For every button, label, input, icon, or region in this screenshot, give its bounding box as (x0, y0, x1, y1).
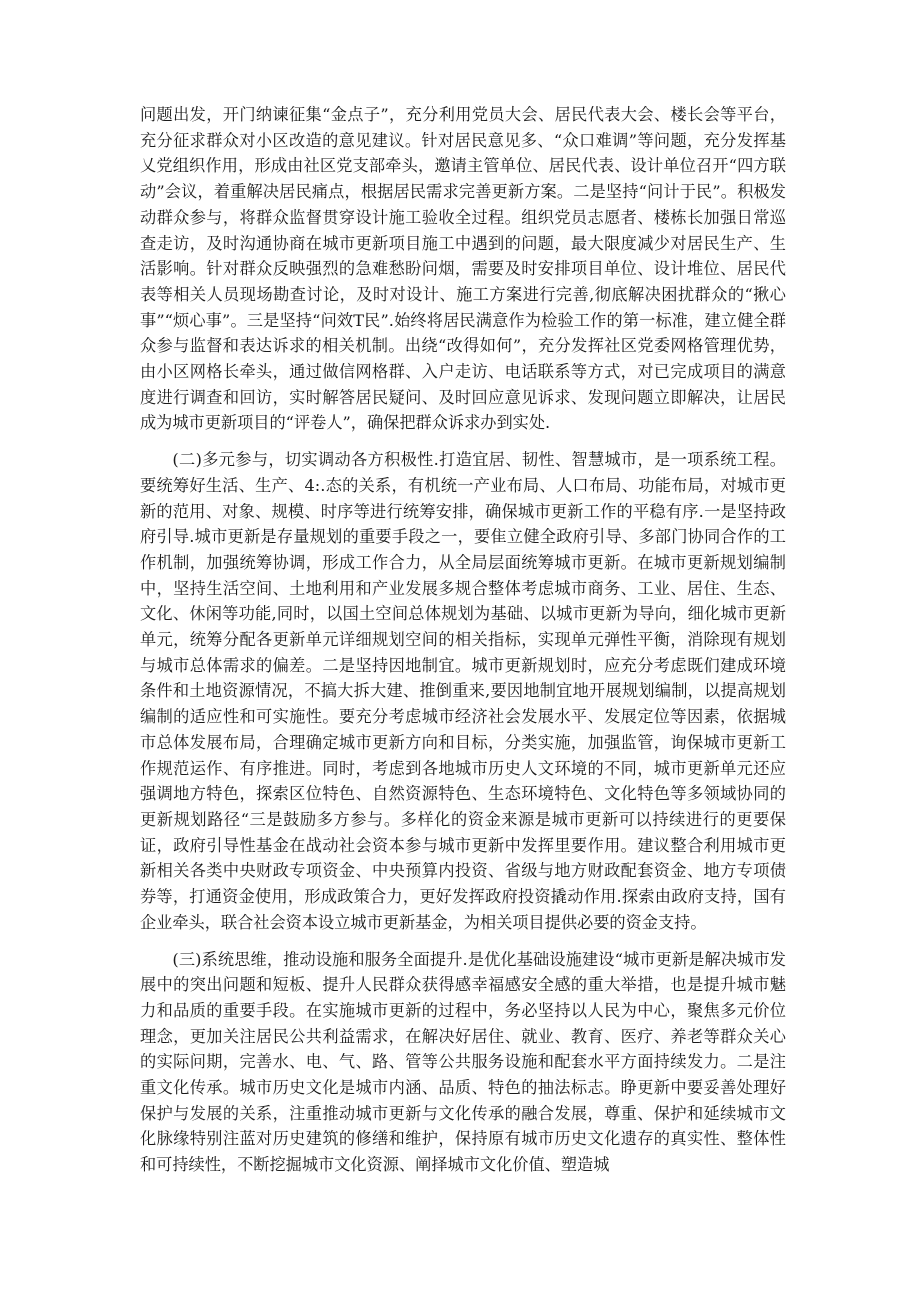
paragraph-section-2: (二)多元参与，切实调动各方积极性.打造宜居、韧性、智慧城市，是一项系统工程。要统筹好生活、生产、4:.态的关系，有机统一产业布局、人口布局、功能布局，对城市更新的范用、对象、规模、时序等进行统筹安排，确保城市更新工作的平稳有序.一是坚持政府引导.城市更新是存量规划的重要手段之一，要隹立健全政府引导、多部门协同合作的工作机制，加强统筹协调，形成工作合力，从全局层面统筹城市更新。在城市更新规划编制中，坚持生活空间、土地利用和产业发展多规合整体考虑城市商务、工业、居住、生态、文化、休闲等功能,同时，以国土空间总体规划为基础、以城市更新为导向，细化城市更新单元，统筹分配各更新单元详细规划空间的相关指标，实现单元弹性平衡，消除现有规划与城市总体需求的偏差。二是坚持因地制宜。城市更新规划时，应充分考虑既们建成环境条件和土地资源情况，不搞大拆大建、推倒重来,要因地制宜地开展规划编制，以提高规划编制的适应性和可实施性。要充分考虑城市经济社会发展水平、发展定位等因素，依据城市总体发展布局，合理确定城市更新方向和目标，分类实施，加强监管，询保城市更新工作规范运作、有序推进。同时，考虑到各地城市历史人文环境的不同，城市更新单元还应强调地方特色，探索区位特色、自然资源特色、生态环境特色、文化特色等多领域协同的更新规划路径“三是鼓励多方参与。多样化的资金来源是城市更新可以持续进行的更要保证，政府引导性基金在战动社会资本参与城市更新中发挥里要作用。建议整合利用城市更新相关各类中央财政专项资金、中央预算内投资、省级与地方财政配套资金、地方专项债券等，打通资金使用，形成政策合力，更好发挥政府投资撬动作用.探索由政府支持，国有企业牵头，联合社会资本设立城市更新基金，为相关项目提供必要的资金支持。 (140, 450, 786, 932)
paragraph-section-3: (三)系统思维，推动设施和服务全面提升.是优化基础设施建设“城市更新是解决城市发展中的突出问题和短板、提升人民群众获得感幸福感安全感的重大举措，也是提升城市魅力和品质的重要手段。在实施城市更新的过程中，务必坚持以人民为中心，聚焦多元价位理念，更加关注居民公共利益需求，在解决好居住、就业、教育、医疗、养老等群众关心的实际问期，完善水、电、气、路、管等公共服务设施和配套水平方面持续发力。二是注重文化传承。城市历史文化是城市内涵、品质、特色的抽法标志。睁更新中要妥善处理好保护与发展的关系，注重推动城市更新与文化传承的融合发展，尊重、保护和延续城市文化脉缘特别注蓝对历史建筑的修缮和维护，保持原有城市历史文化遗存的真实性、整体性和可持续性，不断挖掘城市文化资源、阐择城市文化价值、塑造城 (140, 949, 786, 1175)
paragraph-continuation: 问题出发，开门纳谏征集“金点子”，充分利用党员大会、居民代表大会、楼长会等平台，充分征求群众对小区改造的意见建议。针对居民意见多、“众口难调”等问题，充分发挥基乂党组织作用，形成由社区党支部牵头，邀请主管单位、居民代表、设计单位召开“四方联动”会议，着重解决居民痛点，根据居民需求完善更新方案。二是坚持“问计于民”。积极发动群众参与，将群众监督贯穿设计施工验收全过程。组织党员志愿者、楼栋长加强日常巡查走访，及时沟通协商在城市更新项目施工中遇到的问题，最大限度减少对居民生产、生活影响。针对群众反映强烈的急难愁盼问烟，需要及时安排项目单位、设计堆位、居民代表等相关人员现场勘查讨论，及时对设计、施工方案进行完善,彻底解决困扰群众的“揪心事”“烦心事”。三是坚持“问效T民”.始终将居民满意作为检验工作的第一标准，建立健全群众参与监督和表达诉求的相关机制。出绕“改得如何”，充分发挥社区党委网格管理优势，由小区网格长牵头，通过做信网格群、入户走访、电话联系等方式，对已完成项目的满意度进行调查和回访，实时解答居民疑问、及时回应意见诉求、发现问题立即解决，让居民成为城市更新项目的“评卷人”，确保把群众诉求办到实处. (140, 105, 786, 433)
document-body (140, 102, 786, 1178)
